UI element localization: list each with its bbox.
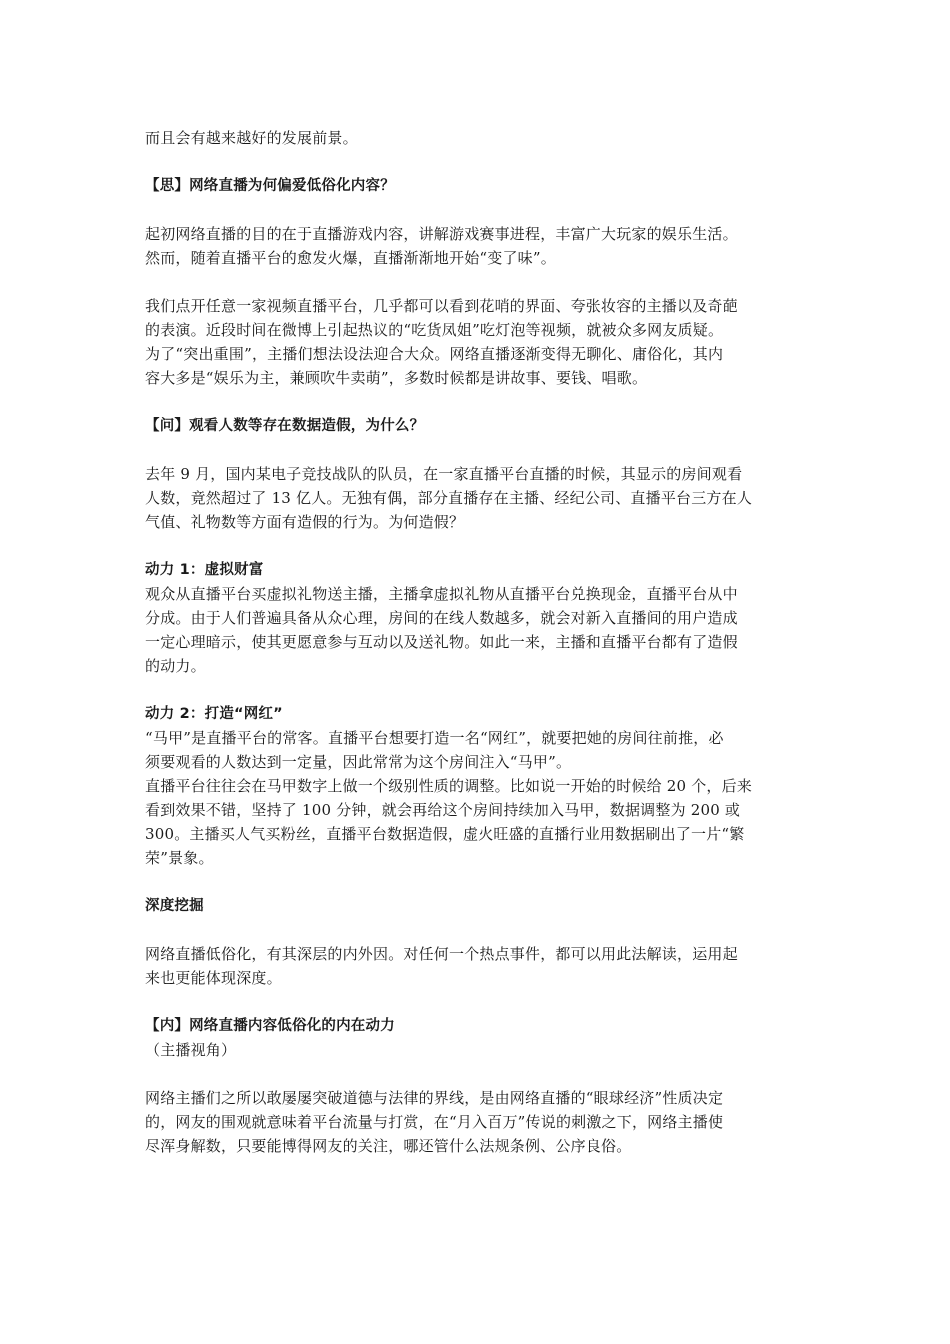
heading-data-fraud: 【问】观看人数等存在数据造假，为什么？	[145, 418, 425, 434]
paragraph-deep-dig: 网络直播低俗化，有其深层的内外因。对任何一个热点事件，都可以用此法解读，运用起 来也更能体现深度。	[145, 945, 738, 987]
paragraph-motive-2: “马甲”是直播平台的常客。直播平台想要打造一名“网红”，就要把她的房间往前推，必 须要观看的人数达到一定量，因此常常为这个房间注入“马甲”。 直播平台往往会在马甲数字上做一个级别性质的调整。比如说一开始的时候给 20 个，后来 看到效果不错，坚持了 100 分钟，就会再给这个房间持续加入马甲，数据调整为 200 或 300。主播买人气买粉丝，直播平台数据造假，虚火旺盛的直播行业用数据刷出了一片“繁 荣”景象。	[145, 729, 753, 867]
paragraph-fraud-example: 去年 9 月，国内某电子竞技战队的队员，在一家直播平台直播的时候，其显示的房间观看 人数，竟然超过了 13 亿人。无独有偶，部分直播存在主播、经纪公司、直播平台三方在人 气值、礼物数等方面有造假的行为。为何造假？	[145, 465, 753, 531]
heading-deep-dig: 深度挖掘	[145, 898, 204, 914]
paragraph-intro-tail: 而且会有越来越好的发展前景。	[145, 129, 358, 147]
paragraph-anchor-view: （主播视角）	[145, 1041, 237, 1059]
heading-motive-1: 动力 1：虚拟财富	[145, 562, 264, 578]
paragraph-origin: 起初网络直播的目的在于直播游戏内容，讲解游戏赛事进程，丰富广大玩家的娱乐生活。 然而，随着直播平台的愈发火爆，直播渐渐地开始“变了味”。	[145, 225, 738, 267]
paragraph-eyeball-economy: 网络主播们之所以敢屡屡突破道德与法律的界线，是由网络直播的“眼球经济”性质决定 的，网友的围观就意味着平台流量与打赏，在“月入百万”传说的刺激之下，网络主播使 尽浑身解数，只要能博得网友的关注，哪还管什么法规条例、公序良俗。	[145, 1089, 724, 1155]
heading-motive-2: 动力 2：打造“网红”	[145, 706, 283, 722]
heading-why-vulgar: 【思】网络直播为何偏爱低俗化内容？	[145, 178, 395, 194]
document-page	[145, 126, 807, 1158]
paragraph-motive-1: 观众从直播平台买虚拟礼物送主播，主播拿虚拟礼物从直播平台兑换现金，直播平台从中 分成。由于人们普遍具备从众心理，房间的在线人数越多，就会对新入直播间的用户造成 一定心理暗示，使其更愿意参与互动以及送礼物。如此一来，主播和直播平台都有了造假 的动力。	[145, 585, 738, 675]
paragraph-platforms: 我们点开任意一家视频直播平台，几乎都可以看到花哨的界面、夸张妆容的主播以及奇葩 的表演。近段时间在微博上引起热议的“吃货凤姐”吃灯泡等视频，就被众多网友质疑。 为了“突出重围”，主播们想法设法迎合大众。网络直播逐渐变得无聊化、庸俗化，其内 容大多是“娱乐为主，兼顾吹牛卖萌”，多数时候都是讲故事、要钱、唱歌。	[145, 297, 738, 387]
heading-internal-drive: 【内】网络直播内容低俗化的内在动力	[145, 1018, 395, 1034]
